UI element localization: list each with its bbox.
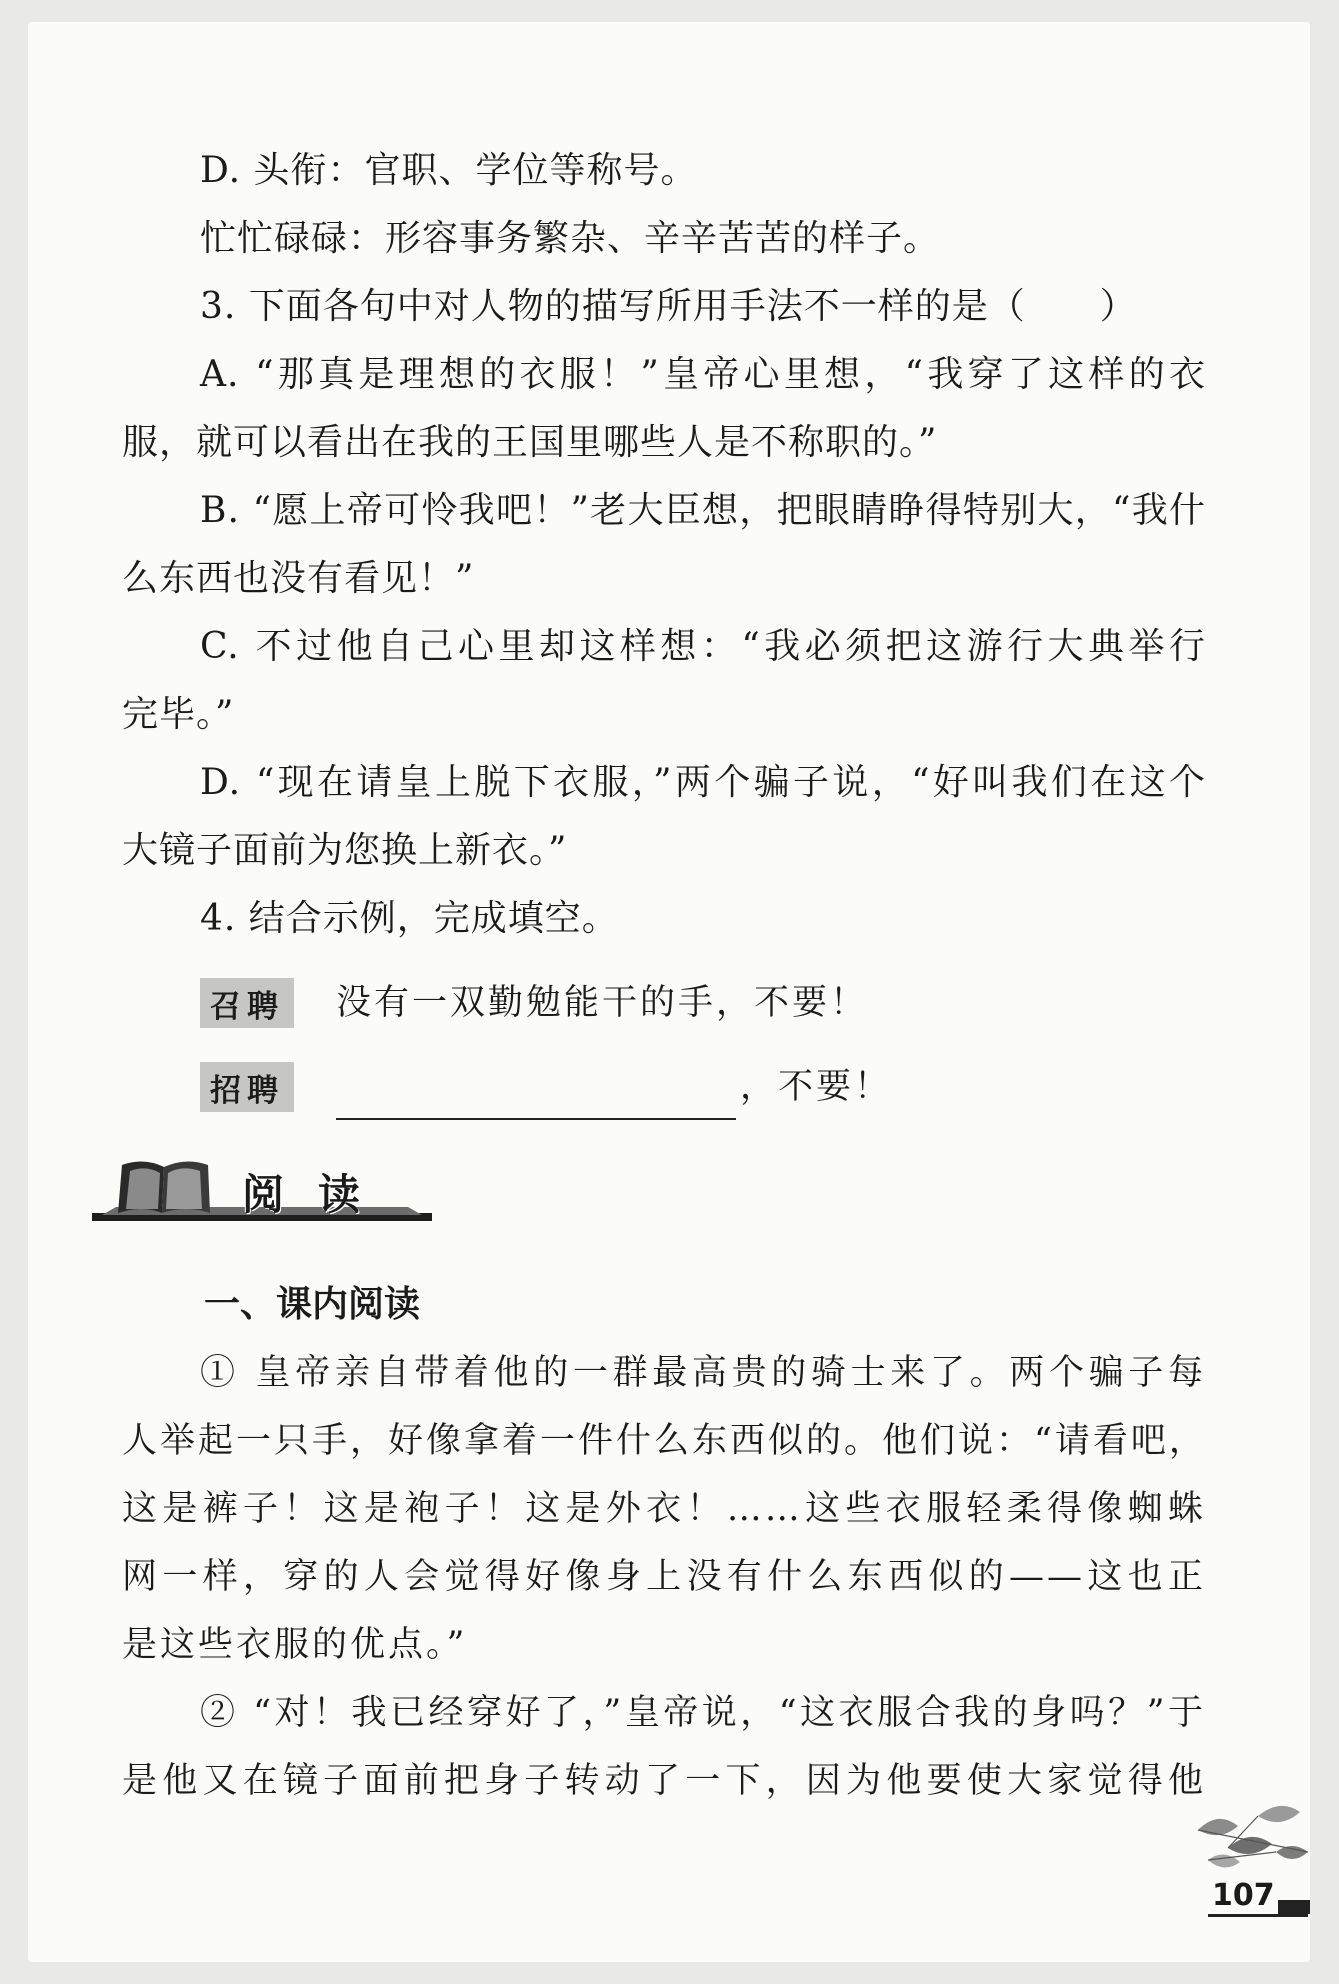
- question-3: 3. 下面各句中对人物的描写所用手法不一样的是（ ）: [200, 286, 1137, 327]
- option-b-line-2: 么东西也没有看见！”: [122, 558, 475, 599]
- example-text: 没有一双勤勉能干的手，不要！: [336, 983, 869, 1023]
- fill-tag: 招聘: [200, 1062, 294, 1112]
- page-number: 107: [1212, 1878, 1275, 1913]
- option-d-line-2: 大镜子面前为您换上新衣。”: [122, 830, 568, 871]
- subsection-heading: 一、课内阅读: [204, 1284, 421, 1325]
- example-tag: 召聘: [200, 978, 294, 1028]
- option-b-line-1: B. “愿上帝可怜我吧！”老大臣想，把眼睛睁得特别大，“我什: [200, 490, 1206, 531]
- leaves-decoration-icon: [1188, 1790, 1310, 1890]
- reading-paragraph-1-line-3: 这是裤子！这是袍子！这是外衣！……这些衣服轻柔得像蜘蛛: [122, 1489, 1206, 1529]
- option-a-line-1: A. “那真是理想的衣服！”皇帝心里想，“我穿了这样的衣: [200, 354, 1206, 395]
- reading-paragraph-1-line-2: 人举起一只手，好像拿着一件什么东西似的。他们说：“请看吧，: [122, 1421, 1207, 1461]
- page-number-marker: [1278, 1900, 1310, 1914]
- option-d-definition: D. 头衔：官职、学位等称号。: [200, 150, 698, 191]
- option-a-line-2: 服，就可以看出在我的王国里哪些人是不称职的。”: [122, 422, 938, 463]
- definition-line: 忙忙碌碌：形容事务繁杂、辛辛苦苦的样子。: [200, 218, 941, 259]
- fill-in-blank[interactable]: [336, 1118, 736, 1120]
- book-icon: [118, 1161, 210, 1213]
- reading-section-title: 阅读: [242, 1170, 395, 1219]
- reading-paragraph-2-line-1: ② “对！我已经穿好了，”皇帝说，“这衣服合我的身吗？”于: [200, 1693, 1206, 1733]
- option-c-line-2: 完毕。”: [122, 694, 235, 735]
- reading-paragraph-1-line-4: 网一样，穿的人会觉得好像身上没有什么东西似的——这也正: [122, 1557, 1206, 1597]
- page-number-rule: [1208, 1914, 1308, 1917]
- option-c-line-1: C. 不过他自己心里却这样想：“我必须把这游行大典举行: [200, 626, 1206, 667]
- question-4: 4. 结合示例，完成填空。: [200, 898, 619, 939]
- reading-paragraph-1-line-1: ① 皇帝亲自带着他的一群最高贵的骑士来了。两个骗子每: [200, 1353, 1206, 1393]
- reading-paragraph-2-line-2: 是他又在镜子面前把身子转动了一下，因为他要使大家觉得他: [122, 1761, 1206, 1801]
- fill-text-suffix: ，不要！: [740, 1067, 893, 1107]
- option-d-line-1: D. “现在请皇上脱下衣服，”两个骗子说，“好叫我们在这个: [200, 762, 1206, 803]
- reading-paragraph-1-line-5: 是这些衣服的优点。”: [122, 1625, 468, 1665]
